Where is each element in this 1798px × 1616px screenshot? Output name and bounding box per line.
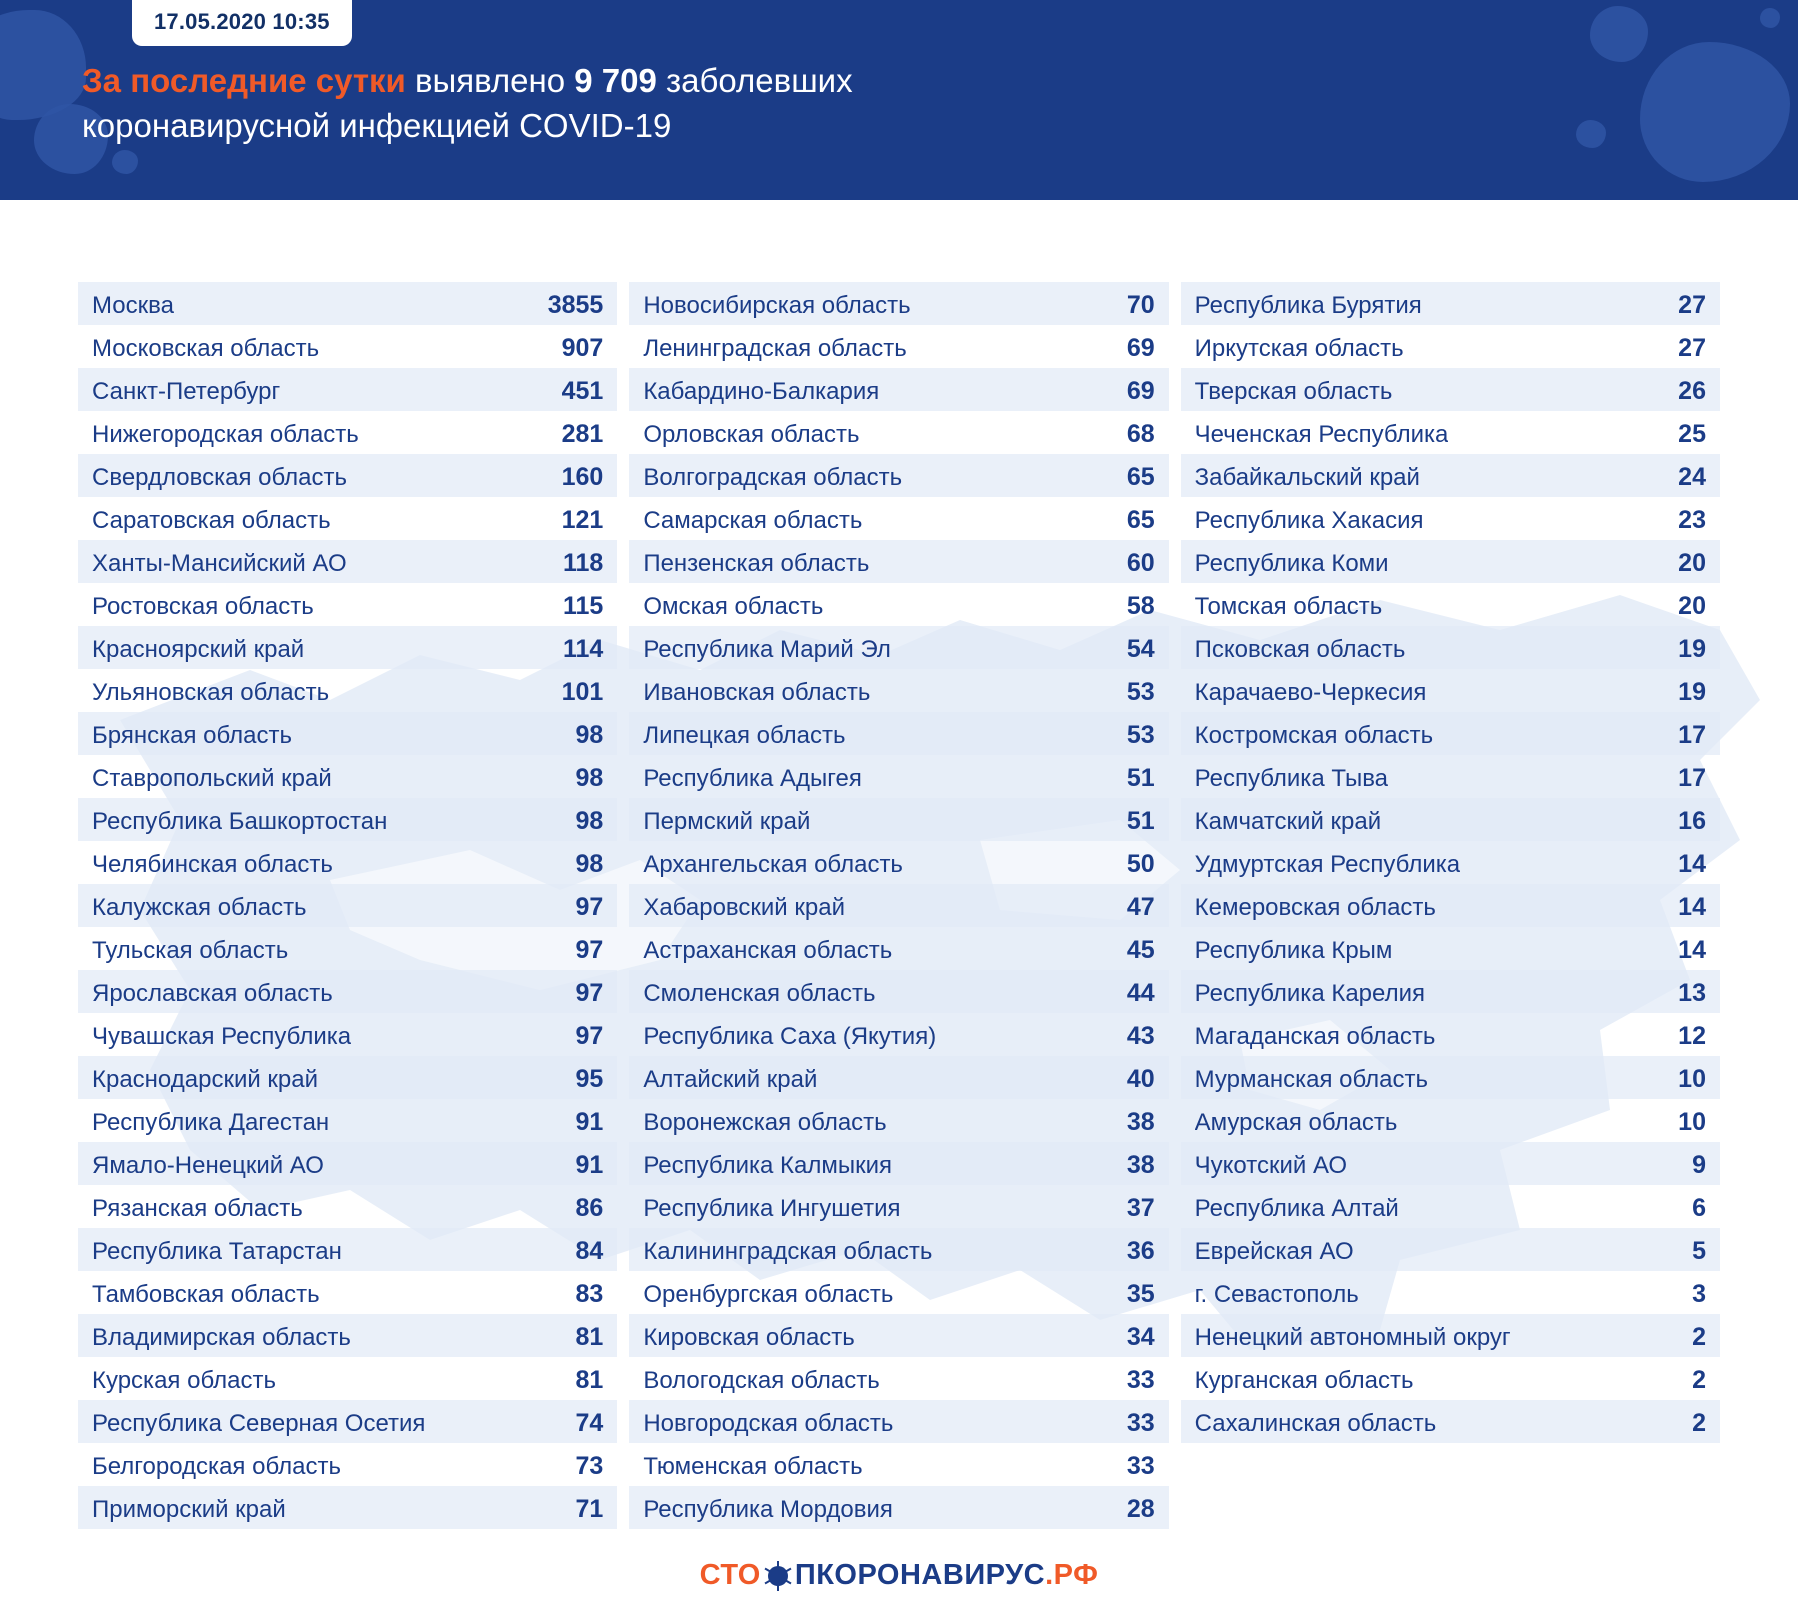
table-row bbox=[1181, 1314, 1720, 1357]
region-value: 97 bbox=[575, 1022, 604, 1050]
table-row bbox=[1181, 626, 1720, 669]
table-row bbox=[78, 927, 617, 970]
region-value: 38 bbox=[1126, 1151, 1155, 1179]
table-row bbox=[1181, 411, 1720, 454]
region-name: Оренбургская область bbox=[643, 1281, 894, 1308]
region-value: 71 bbox=[575, 1495, 604, 1523]
table-row bbox=[629, 755, 1168, 798]
region-value: 16 bbox=[1678, 807, 1706, 835]
virus-blob-icon bbox=[1760, 8, 1780, 28]
table-row bbox=[629, 626, 1168, 669]
region-name: Курская область bbox=[92, 1367, 276, 1394]
table-row bbox=[78, 1056, 617, 1099]
table-row bbox=[629, 1013, 1168, 1056]
region-value: 33 bbox=[1126, 1366, 1155, 1394]
region-value: 115 bbox=[562, 592, 604, 620]
region-name: Тверская область bbox=[1194, 378, 1393, 405]
region-name: Белгородская область bbox=[92, 1453, 341, 1480]
table-row bbox=[629, 1357, 1168, 1400]
table-row bbox=[1181, 325, 1720, 368]
table-row bbox=[629, 583, 1168, 626]
region-name: Мурманская область bbox=[1194, 1066, 1428, 1093]
region-value: 98 bbox=[575, 721, 604, 749]
region-name: Смоленская область bbox=[643, 980, 876, 1007]
table-row bbox=[1181, 540, 1720, 583]
region-name: Липецкая область bbox=[643, 722, 846, 749]
region-value: 81 bbox=[575, 1366, 604, 1394]
region-value: 51 bbox=[1126, 764, 1155, 792]
table-row bbox=[1181, 1271, 1720, 1314]
region-name: Республика Хакасия bbox=[1194, 507, 1424, 534]
table-row bbox=[1181, 368, 1720, 411]
region-value: 38 bbox=[1126, 1108, 1155, 1136]
region-value: 2 bbox=[1692, 1323, 1706, 1351]
region-name: Республика Адыгея bbox=[643, 765, 862, 792]
region-value: 98 bbox=[575, 850, 604, 878]
region-value: 37 bbox=[1126, 1194, 1155, 1222]
region-value: 44 bbox=[1126, 979, 1155, 1007]
region-value: 19 bbox=[1678, 635, 1706, 663]
region-value: 83 bbox=[575, 1280, 604, 1308]
region-name: Санкт-Петербург bbox=[92, 378, 281, 405]
region-value: 27 bbox=[1678, 291, 1706, 319]
region-value: 97 bbox=[575, 936, 604, 964]
table-row bbox=[629, 325, 1168, 368]
region-value: 14 bbox=[1678, 893, 1706, 921]
region-name: Удмуртская Республика bbox=[1194, 851, 1461, 878]
table-row bbox=[1181, 454, 1720, 497]
region-value: 65 bbox=[1126, 463, 1155, 491]
region-value: 14 bbox=[1678, 850, 1706, 878]
table-row bbox=[629, 927, 1168, 970]
region-name: Рязанская область bbox=[92, 1195, 303, 1222]
table-row bbox=[78, 1443, 617, 1486]
table-row bbox=[629, 1271, 1168, 1314]
column-2 bbox=[629, 282, 1168, 1529]
region-value: 451 bbox=[561, 377, 604, 405]
region-name: Псковская область bbox=[1194, 636, 1406, 663]
table-row bbox=[78, 755, 617, 798]
region-name: Ростовская область bbox=[92, 593, 314, 620]
table-row bbox=[629, 1400, 1168, 1443]
region-name: Челябинская область bbox=[92, 851, 333, 878]
virus-blob-icon bbox=[1576, 120, 1606, 148]
table-row bbox=[78, 1099, 617, 1142]
region-value: 17 bbox=[1678, 721, 1706, 749]
table-row bbox=[78, 583, 617, 626]
region-value: 36 bbox=[1126, 1237, 1155, 1265]
column-1 bbox=[78, 282, 617, 1529]
table-row bbox=[78, 325, 617, 368]
region-name: Республика Саха (Якутия) bbox=[643, 1023, 937, 1050]
region-name: Республика Алтай bbox=[1194, 1195, 1399, 1222]
table-row bbox=[1181, 1142, 1720, 1185]
region-name: Кировская область bbox=[643, 1324, 855, 1351]
headline-line2: коронавирусной инфекцией COVID-19 bbox=[82, 107, 672, 144]
table-row bbox=[1181, 669, 1720, 712]
region-name: Сахалинская область bbox=[1194, 1410, 1437, 1437]
region-name: Архангельская область bbox=[643, 851, 903, 878]
region-name: Республика Коми bbox=[1194, 550, 1389, 577]
region-value: 98 bbox=[575, 764, 604, 792]
region-value: 45 bbox=[1126, 936, 1155, 964]
region-name: Приморский край bbox=[92, 1496, 286, 1523]
region-value: 101 bbox=[561, 678, 604, 706]
logo-part3: .РФ bbox=[1045, 1559, 1099, 1591]
region-name: Республика Северная Осетия bbox=[92, 1410, 426, 1437]
region-name: Пермский край bbox=[643, 808, 811, 835]
table-row bbox=[78, 970, 617, 1013]
region-value: 40 bbox=[1126, 1065, 1155, 1093]
table-row bbox=[78, 1357, 617, 1400]
table-row bbox=[78, 1228, 617, 1271]
table-row bbox=[78, 1486, 617, 1529]
region-name: Новосибирская область bbox=[643, 292, 911, 319]
region-value: 53 bbox=[1126, 721, 1155, 749]
region-name: Омская область bbox=[643, 593, 824, 620]
region-value: 24 bbox=[1678, 463, 1706, 491]
table-row bbox=[78, 1400, 617, 1443]
region-value: 35 bbox=[1126, 1280, 1155, 1308]
table-row bbox=[1181, 583, 1720, 626]
region-name: Ямало-Ненецкий АО bbox=[92, 1152, 324, 1179]
region-name: Республика Крым bbox=[1194, 937, 1393, 964]
region-value: 81 bbox=[575, 1323, 604, 1351]
region-name: Республика Дагестан bbox=[92, 1109, 330, 1136]
table-row bbox=[78, 1314, 617, 1357]
table-row bbox=[1181, 1400, 1720, 1443]
table-row bbox=[629, 497, 1168, 540]
region-name: Тульская область bbox=[92, 937, 289, 964]
region-value: 86 bbox=[575, 1194, 604, 1222]
region-value: 97 bbox=[575, 893, 604, 921]
region-name: Краснодарский край bbox=[92, 1066, 319, 1093]
logo-part1: СТО bbox=[699, 1559, 761, 1591]
region-name: Вологодская область bbox=[643, 1367, 880, 1394]
table-row bbox=[78, 626, 617, 669]
table-row bbox=[78, 798, 617, 841]
region-name: Республика Мордовия bbox=[643, 1496, 893, 1523]
region-name: Тамбовская область bbox=[92, 1281, 320, 1308]
region-value: 70 bbox=[1126, 291, 1155, 319]
table-row bbox=[1181, 1013, 1720, 1056]
region-name: Новгородская область bbox=[643, 1410, 894, 1437]
region-name: Республика Татарстан bbox=[92, 1238, 342, 1265]
region-name: Костромская область bbox=[1194, 722, 1434, 749]
region-name: Ставропольский край bbox=[92, 765, 332, 792]
region-name: Республика Калмыкия bbox=[643, 1152, 892, 1179]
region-value: 20 bbox=[1678, 549, 1706, 577]
region-value: 2 bbox=[1692, 1409, 1706, 1437]
table-row bbox=[78, 1185, 617, 1228]
region-name: Томская область bbox=[1194, 593, 1383, 620]
region-value: 65 bbox=[1126, 506, 1155, 534]
region-name: Камчатский край bbox=[1194, 808, 1382, 835]
region-name: Чеченская Республика bbox=[1194, 421, 1449, 448]
region-name: Магаданская область bbox=[1194, 1023, 1436, 1050]
region-name: Ивановская область bbox=[643, 679, 871, 706]
region-value: 114 bbox=[562, 635, 604, 663]
table-row bbox=[78, 669, 617, 712]
table-row bbox=[629, 1056, 1168, 1099]
region-name: Москва bbox=[92, 292, 174, 319]
region-value: 14 bbox=[1678, 936, 1706, 964]
region-value: 33 bbox=[1126, 1452, 1155, 1480]
page-header bbox=[0, 0, 1798, 200]
region-value: 26 bbox=[1678, 377, 1706, 405]
table-row bbox=[78, 540, 617, 583]
region-value: 69 bbox=[1126, 377, 1155, 405]
virus-blob-icon bbox=[1640, 42, 1790, 182]
region-value: 121 bbox=[561, 506, 604, 534]
region-name: Республика Марий Эл bbox=[643, 636, 891, 663]
region-value: 281 bbox=[561, 420, 604, 448]
region-name: Калужская область bbox=[92, 894, 307, 921]
table-row bbox=[629, 1099, 1168, 1142]
region-value: 51 bbox=[1126, 807, 1155, 835]
region-value: 91 bbox=[575, 1108, 604, 1136]
table-row bbox=[1181, 1185, 1720, 1228]
region-value: 20 bbox=[1678, 592, 1706, 620]
region-value: 19 bbox=[1678, 678, 1706, 706]
table-row bbox=[629, 1185, 1168, 1228]
table-row bbox=[1181, 841, 1720, 884]
footer bbox=[0, 1559, 1798, 1592]
headline-mid: выявлено bbox=[405, 62, 575, 99]
region-name: Кемеровская область bbox=[1194, 894, 1436, 921]
region-name: Республика Карелия bbox=[1194, 980, 1425, 1007]
region-name: Ленинградская область bbox=[643, 335, 907, 362]
table-row bbox=[629, 841, 1168, 884]
region-name: Ненецкий автономный округ bbox=[1194, 1324, 1511, 1351]
table-row bbox=[629, 798, 1168, 841]
region-name: Свердловская область bbox=[92, 464, 347, 491]
region-name: Республика Бурятия bbox=[1194, 292, 1422, 319]
region-name: Нижегородская область bbox=[92, 421, 359, 448]
region-name: Амурская область bbox=[1194, 1109, 1398, 1136]
region-name: Красноярский край bbox=[92, 636, 305, 663]
region-value: 33 bbox=[1126, 1409, 1155, 1437]
date-badge: 17.05.2020 10:35 bbox=[132, 0, 352, 46]
table-row bbox=[78, 282, 617, 325]
region-value: 160 bbox=[561, 463, 604, 491]
region-value: 9 bbox=[1692, 1151, 1706, 1179]
region-name: Республика Башкортостан bbox=[92, 808, 388, 835]
table-row bbox=[629, 970, 1168, 1013]
region-value: 10 bbox=[1678, 1065, 1706, 1093]
region-value: 60 bbox=[1126, 549, 1155, 577]
table-row bbox=[78, 1271, 617, 1314]
region-value: 54 bbox=[1126, 635, 1155, 663]
region-name: Чувашская Республика bbox=[92, 1023, 352, 1050]
virus-icon bbox=[763, 1561, 793, 1591]
region-value: 13 bbox=[1678, 979, 1706, 1007]
region-value: 17 bbox=[1678, 764, 1706, 792]
table-row bbox=[78, 884, 617, 927]
stopkoronavirus-logo[interactable] bbox=[700, 1559, 1099, 1592]
region-name: Республика Ингушетия bbox=[643, 1195, 901, 1222]
table-row bbox=[1181, 927, 1720, 970]
headline-accent: За последние сутки bbox=[82, 62, 406, 99]
table-row bbox=[629, 712, 1168, 755]
region-value: 6 bbox=[1692, 1194, 1706, 1222]
region-name: Республика Тыва bbox=[1194, 765, 1389, 792]
table-row bbox=[629, 1443, 1168, 1486]
region-name: Курганская область bbox=[1194, 1367, 1414, 1394]
region-value: 12 bbox=[1678, 1022, 1706, 1050]
region-name: Чукотский АО bbox=[1194, 1152, 1348, 1179]
region-name: Орловская область bbox=[643, 421, 860, 448]
region-value: 69 bbox=[1126, 334, 1155, 362]
table-row bbox=[78, 841, 617, 884]
table-row bbox=[629, 454, 1168, 497]
region-value: 84 bbox=[575, 1237, 604, 1265]
region-name: Калининградская область bbox=[643, 1238, 933, 1265]
table-row bbox=[1181, 1099, 1720, 1142]
table-row bbox=[1181, 282, 1720, 325]
region-value: 5 bbox=[1692, 1237, 1706, 1265]
table-row bbox=[1181, 712, 1720, 755]
table-row bbox=[629, 1142, 1168, 1185]
region-name: Волгоградская область bbox=[643, 464, 903, 491]
table-row bbox=[1181, 970, 1720, 1013]
table-row bbox=[629, 411, 1168, 454]
region-value: 118 bbox=[562, 549, 604, 577]
region-name: Владимирская область bbox=[92, 1324, 351, 1351]
region-value: 98 bbox=[575, 807, 604, 835]
region-name: Иркутская область bbox=[1194, 335, 1404, 362]
region-value: 43 bbox=[1126, 1022, 1155, 1050]
region-value: 2 bbox=[1692, 1366, 1706, 1394]
headline-tail: заболевших bbox=[656, 62, 853, 99]
region-name: Хабаровский край bbox=[643, 894, 845, 921]
table-row bbox=[1181, 1056, 1720, 1099]
region-value: 28 bbox=[1126, 1495, 1155, 1523]
region-name: Тюменская область bbox=[643, 1453, 863, 1480]
table-row bbox=[629, 1314, 1168, 1357]
region-name: Карачаево-Черкесия bbox=[1194, 679, 1427, 706]
region-value: 3 bbox=[1692, 1280, 1706, 1308]
table-row bbox=[78, 368, 617, 411]
region-value: 27 bbox=[1678, 334, 1706, 362]
region-name: Кабардино-Балкария bbox=[643, 378, 880, 405]
table-row bbox=[629, 1228, 1168, 1271]
page-title bbox=[82, 58, 1382, 148]
region-name: Пензенская область bbox=[643, 550, 870, 577]
table-row bbox=[629, 540, 1168, 583]
column-3 bbox=[1181, 282, 1720, 1529]
region-name: г. Севастополь bbox=[1194, 1281, 1359, 1308]
region-value: 10 bbox=[1678, 1108, 1706, 1136]
region-value: 53 bbox=[1126, 678, 1155, 706]
table-row bbox=[78, 1142, 617, 1185]
table-row bbox=[629, 368, 1168, 411]
region-name: Воронежская область bbox=[643, 1109, 887, 1136]
table-row bbox=[1181, 755, 1720, 798]
region-name: Ульяновская область bbox=[92, 679, 330, 706]
table-row bbox=[1181, 798, 1720, 841]
region-value: 74 bbox=[575, 1409, 604, 1437]
region-name: Самарская область bbox=[643, 507, 863, 534]
table-row bbox=[78, 454, 617, 497]
region-name: Ярославская область bbox=[92, 980, 333, 1007]
region-name: Астраханская область bbox=[643, 937, 893, 964]
region-name: Забайкальский край bbox=[1194, 464, 1420, 491]
region-value: 3855 bbox=[547, 291, 604, 319]
region-name: Ханты-Мансийский АО bbox=[92, 550, 347, 577]
region-value: 23 bbox=[1678, 506, 1706, 534]
table-row bbox=[78, 1013, 617, 1056]
table-row bbox=[629, 282, 1168, 325]
region-value: 97 bbox=[575, 979, 604, 1007]
region-value: 25 bbox=[1678, 420, 1706, 448]
table-row bbox=[629, 1486, 1168, 1529]
region-value: 68 bbox=[1126, 420, 1155, 448]
region-value: 34 bbox=[1126, 1323, 1155, 1351]
table-row bbox=[78, 497, 617, 540]
table-row bbox=[1181, 884, 1720, 927]
region-value: 47 bbox=[1126, 893, 1155, 921]
table-row bbox=[1181, 1228, 1720, 1271]
table-row bbox=[1181, 497, 1720, 540]
virus-blob-icon bbox=[1590, 6, 1648, 62]
table-row bbox=[1181, 1357, 1720, 1400]
region-name: Саратовская область bbox=[92, 507, 331, 534]
region-name: Брянская область bbox=[92, 722, 292, 749]
region-value: 907 bbox=[561, 334, 604, 362]
table-row bbox=[78, 411, 617, 454]
table-row bbox=[78, 712, 617, 755]
headline-count: 9 709 bbox=[574, 62, 657, 99]
region-value: 91 bbox=[575, 1151, 604, 1179]
region-value: 50 bbox=[1126, 850, 1155, 878]
region-value: 73 bbox=[575, 1452, 604, 1480]
table-row bbox=[629, 884, 1168, 927]
virus-blob-icon bbox=[112, 150, 138, 174]
regions-board bbox=[0, 200, 1798, 1529]
region-name: Московская область bbox=[92, 335, 320, 362]
logo-part2: ПКОРОНАВИРУС bbox=[794, 1559, 1046, 1591]
region-value: 58 bbox=[1126, 592, 1155, 620]
region-value: 95 bbox=[575, 1065, 604, 1093]
table-row bbox=[629, 669, 1168, 712]
region-name: Алтайский край bbox=[643, 1066, 818, 1093]
region-name: Еврейская АО bbox=[1194, 1238, 1354, 1265]
